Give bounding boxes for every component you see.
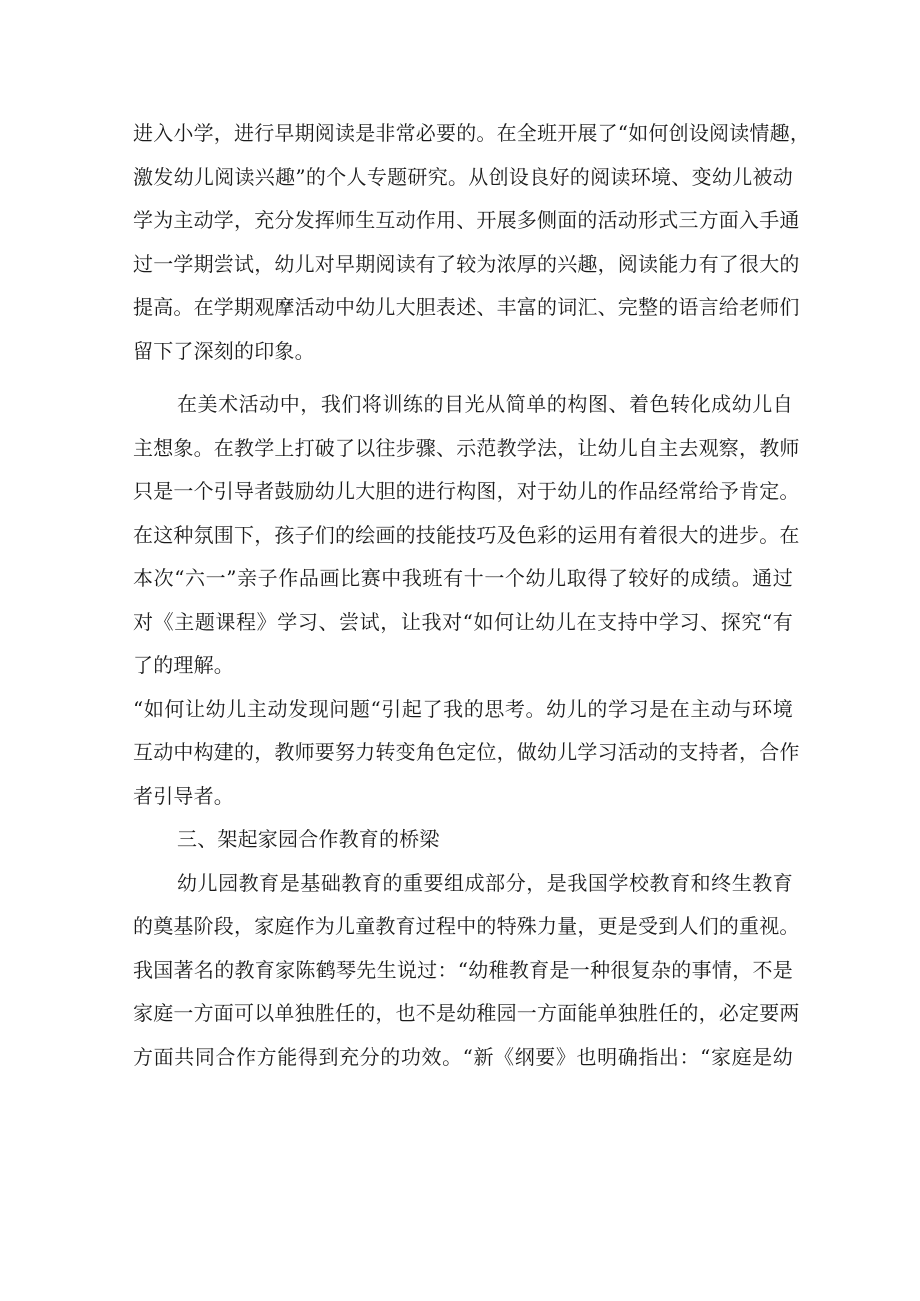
text-line: 互动中构建的，教师要努力转变角色定位，做幼儿学习活动的支持者，合作 (133, 740, 800, 764)
text-line: 我国著名的教育家陈鹤琴先生说过：“幼稚教育是一种很复杂的事情，不是 (133, 957, 793, 982)
paragraph-home-school-cooperation (133, 862, 800, 1080)
text-line: 在这种氛围下，孩子们的绘画的技能技巧及色彩的运用有着很大的进步。在 (133, 522, 800, 547)
text-line: 主想象。在教学上打破了以往步骤、示范教学法，让幼儿自主去观察，教师 (133, 435, 800, 460)
section-title: 三、架起家园合作教育的桥梁 (177, 827, 440, 851)
text-line: 留下了深刻的印象。 (133, 338, 315, 363)
text-line: 对《主题课程》学习、尝试，让我对“如何让幼儿在支持中学习、探究“有 (133, 609, 793, 634)
text-line: 幼儿园教育是基础教育的重要组成部分，是我国学校教育和终生教育 (177, 870, 793, 895)
text-line: 进入小学，进行早期阅读是非常必要的。在全班开展了“如何创设阅读情趣， (133, 121, 811, 145)
paragraph-active-discovery (133, 688, 800, 819)
text-line: 过一学期尝试，幼儿对早期阅读有了较为浓厚的兴趣，阅读能力有了很大的 (133, 251, 800, 276)
text-line: 提高。在学期观摩活动中幼儿大胆表述、丰富的词汇、完整的语言给老师们 (133, 295, 800, 319)
text-line: 家庭一方面可以单独胜任的，也不是幼稚园一方面能单独胜任的，必定要两 (133, 1001, 800, 1025)
text-line: 在美术活动中，我们将训练的目光从简单的构图、着色转化成幼儿自 (177, 392, 793, 416)
text-line: 了的理解。 (133, 653, 234, 677)
text-line: 者引导者。 (133, 783, 234, 808)
text-line: 学为主动学，充分发挥师生互动作用、开展多侧面的活动形式三方面入手通 (133, 208, 800, 232)
section-heading (133, 818, 793, 862)
text-line: “如何让幼儿主动发现问题“引起了我的思考。幼儿的学习是在主动与环境 (133, 696, 793, 721)
text-line: 只是一个引导者鼓励幼儿大胆的进行构图，对于幼儿的作品经常给予肯定。 (133, 479, 800, 503)
text-line: 激发幼儿阅读兴趣”的个人专题研究。从创设良好的阅读环境、变幼儿被动 (133, 164, 793, 189)
text-line: 的奠基阶段，家庭作为儿童教育过程中的特殊力量，更是受到人们的重视。 (133, 914, 800, 938)
text-line: 本次“六一”亲子作品画比赛中我班有十一个幼儿取得了较好的成绩。通过 (133, 566, 793, 590)
text-line: 方面共同合作方能得到充分的功效。“新《纲要》也明确指出：“家庭是幼 (133, 1044, 793, 1069)
paragraph-art-activities (133, 383, 800, 688)
document-body (133, 112, 811, 1079)
paragraph-early-reading (133, 112, 811, 373)
